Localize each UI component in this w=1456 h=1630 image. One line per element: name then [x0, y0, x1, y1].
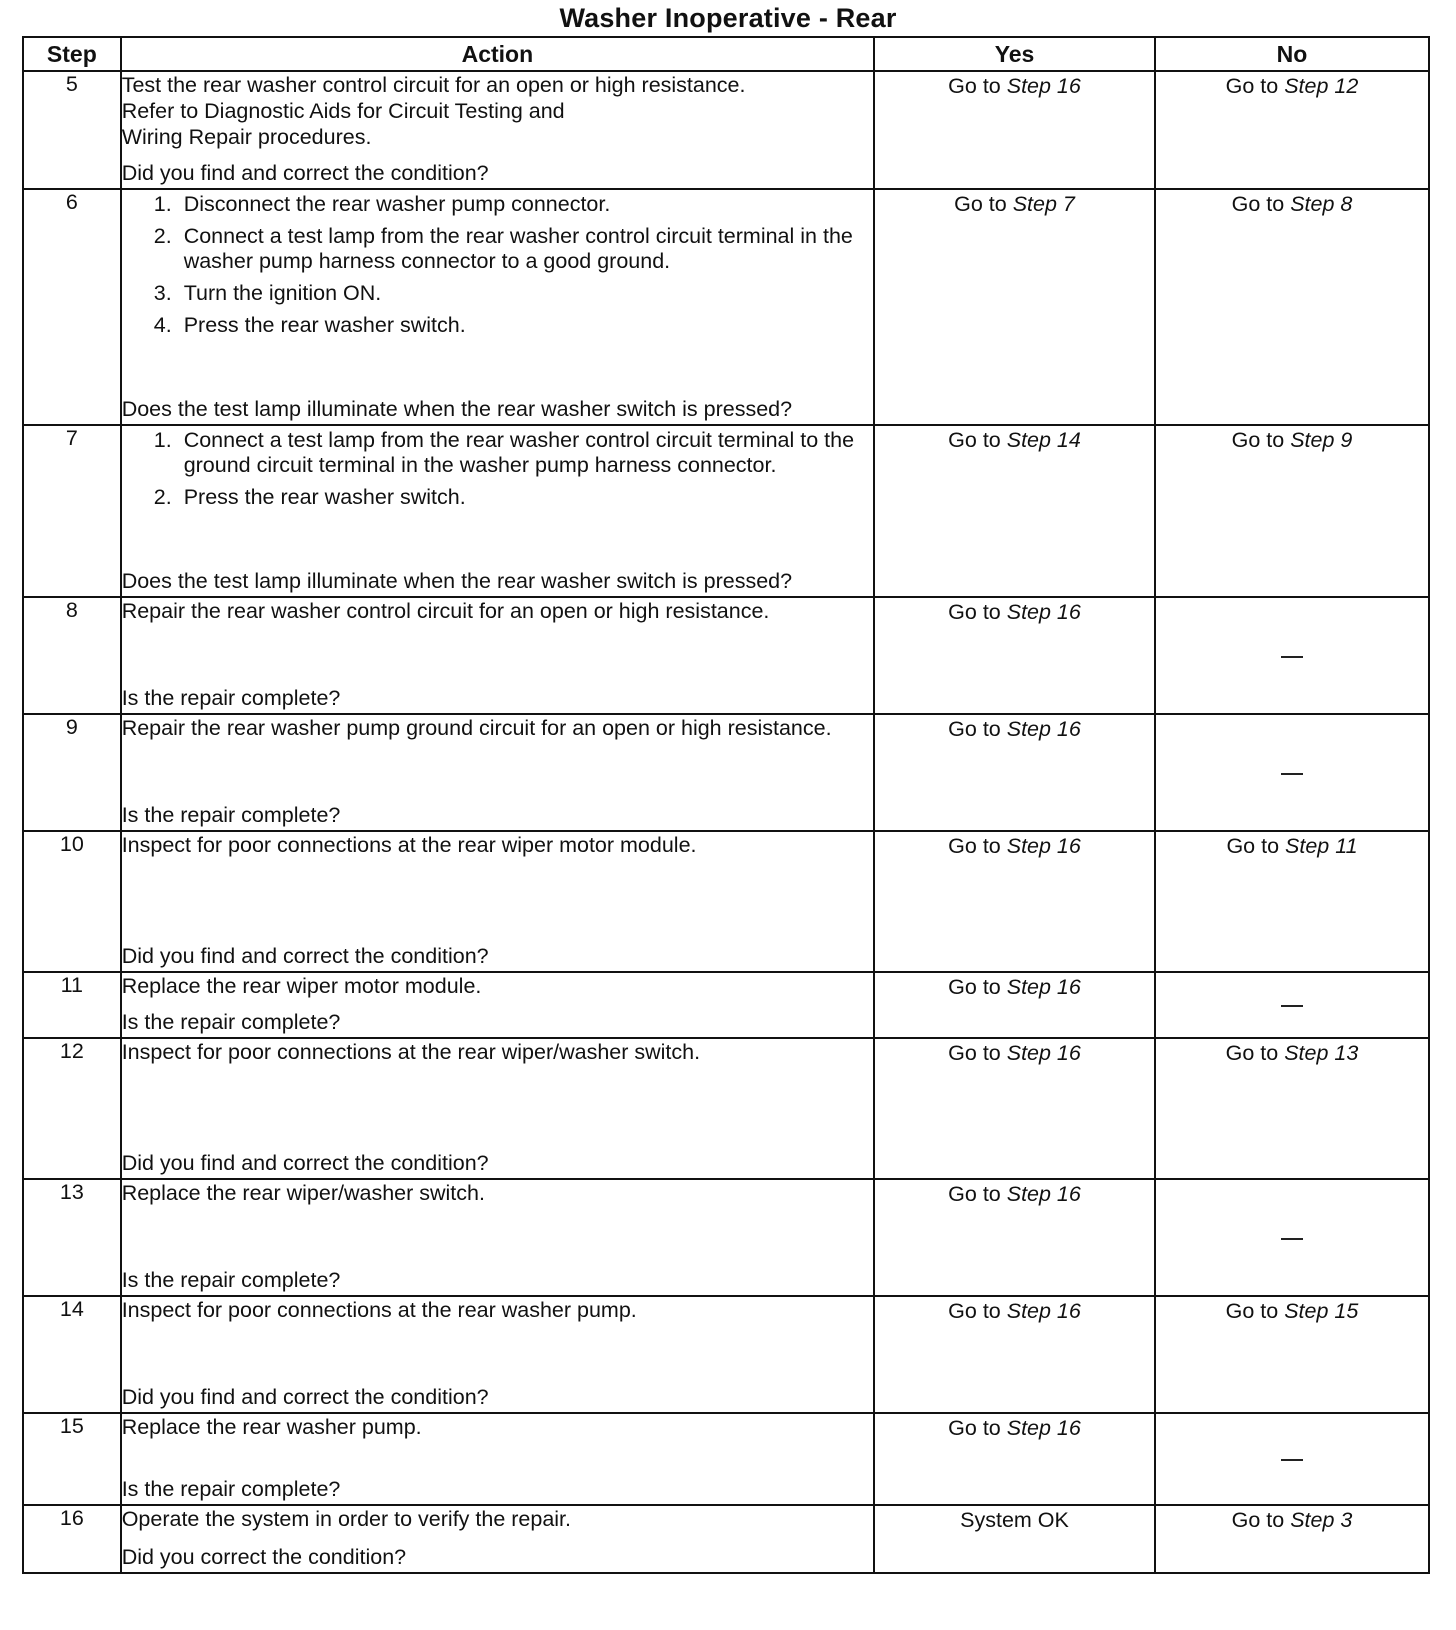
action-content: [122, 973, 873, 1037]
step-number-text: 13: [59, 1180, 84, 1204]
action-question: Did you correct the condition?: [121, 1545, 407, 1569]
step-number: [23, 1296, 121, 1413]
action-cell: [121, 189, 874, 425]
step-number-text: 16: [59, 1506, 84, 1530]
action-cell: [121, 972, 874, 1038]
goto-step-link[interactable]: Step 16: [1006, 975, 1081, 999]
result-cell: [1155, 425, 1429, 597]
step-number-text: 14: [59, 1297, 84, 1321]
goto-step-link[interactable]: Step 16: [1006, 600, 1081, 624]
goto-prefix: Go to: [1231, 428, 1291, 452]
no-result-dash: [1281, 1459, 1303, 1461]
step-number-text: 6: [65, 190, 78, 214]
action-body: [122, 1180, 873, 1206]
goto-prefix: Go to: [948, 975, 1007, 999]
action-content: [122, 1039, 873, 1178]
goto-prefix: Go to: [1225, 1299, 1285, 1323]
goto-step-link[interactable]: Step 13: [1284, 1041, 1359, 1065]
result-cell: [1155, 1505, 1429, 1573]
action-content: [122, 1414, 873, 1504]
action-body: [122, 426, 873, 517]
table-row: [23, 1505, 1429, 1573]
goto-prefix: Go to: [948, 1041, 1007, 1065]
action-question: Is the repair complete?: [121, 803, 341, 827]
substep-item: 3. Turn the ignition ON.: [178, 281, 873, 306]
goto-prefix: Go to: [954, 192, 1013, 216]
result-cell: [874, 425, 1155, 597]
goto-step-link[interactable]: Step 11: [1285, 834, 1358, 858]
action-text: Repair the rear washer control circuit for an open or high resistance.: [121, 599, 770, 623]
action-content: [122, 72, 873, 188]
action-body: [122, 1506, 873, 1532]
goto-step-link[interactable]: Step 16: [1006, 74, 1081, 98]
action-cell: [121, 1505, 874, 1573]
header-step: Step: [23, 37, 121, 71]
action-cell: [121, 1038, 874, 1179]
goto-prefix: Go to: [1225, 74, 1285, 98]
no-result-dash: [1281, 773, 1303, 775]
substep-item: 1. Disconnect the rear washer pump connector.: [178, 192, 873, 217]
action-content: [122, 832, 873, 971]
action-question: Is the repair complete?: [121, 1268, 341, 1292]
action-question: Is the repair complete?: [121, 686, 341, 710]
table-row: [23, 1413, 1429, 1505]
action-question: Did you find and correct the condition?: [121, 161, 489, 185]
goto-step-link[interactable]: Step 16: [1006, 717, 1081, 741]
no-result-dash: [1281, 1238, 1303, 1240]
action-cell: [121, 714, 874, 831]
step-number-text: 12: [59, 1039, 84, 1063]
step-number: [23, 189, 121, 425]
goto-prefix: Go to: [1226, 834, 1286, 858]
goto-step-link[interactable]: Step 12: [1284, 74, 1359, 98]
action-text: Test the rear washer control circuit for an open or high resistance.: [121, 73, 746, 97]
action-body: [122, 72, 873, 150]
action-body: [122, 598, 873, 624]
step-number: [23, 831, 121, 972]
action-text: Wiring Repair procedures.: [121, 125, 372, 149]
table-row: [23, 831, 1429, 972]
action-question: Did you find and correct the condition?: [121, 1151, 489, 1175]
goto-step-link[interactable]: Step 15: [1284, 1299, 1359, 1323]
action-question: Is the repair complete?: [121, 1477, 341, 1501]
action-text: Replace the rear wiper/washer switch.: [121, 1181, 485, 1205]
goto-prefix: Go to: [1225, 1041, 1285, 1065]
result-text: System OK: [960, 1508, 1069, 1532]
step-number-text: 11: [60, 973, 83, 997]
substep-item: 4. Press the rear washer switch.: [178, 313, 873, 338]
step-number: [23, 1413, 121, 1505]
table-row: [23, 1296, 1429, 1413]
table-row: [23, 189, 1429, 425]
no-result-dash: [1281, 656, 1303, 658]
table-row: [23, 1179, 1429, 1296]
goto-prefix: Go to: [1231, 192, 1291, 216]
action-text: Operate the system in order to verify the repair.: [121, 1507, 572, 1531]
result-cell: [874, 71, 1155, 189]
step-number-text: 7: [65, 426, 78, 450]
action-body: [122, 1414, 873, 1440]
action-text: Inspect for poor connections at the rear wiper/washer switch.: [121, 1040, 701, 1064]
action-cell: [121, 597, 874, 714]
goto-step-link[interactable]: Step 8: [1290, 192, 1353, 216]
goto-prefix: Go to: [948, 1182, 1007, 1206]
result-cell: [1155, 71, 1429, 189]
substep-list: [122, 428, 873, 510]
goto-prefix: Go to: [948, 717, 1007, 741]
goto-step-link[interactable]: Step 3: [1290, 1508, 1353, 1532]
step-number: [23, 972, 121, 1038]
goto-prefix: Go to: [948, 74, 1007, 98]
table-row: [23, 1038, 1429, 1179]
action-question: Did you find and correct the condition?: [121, 1385, 489, 1409]
action-body: [122, 715, 873, 741]
diagnostic-table: [22, 36, 1430, 1574]
result-cell: [874, 189, 1155, 425]
action-content: [122, 598, 873, 713]
substep-list: [122, 192, 873, 338]
result-cell: [874, 1413, 1155, 1505]
header-action: Action: [121, 37, 874, 71]
action-question: Does the test lamp illuminate when the rear washer switch is pressed?: [121, 569, 793, 593]
result-cell: [874, 831, 1155, 972]
result-cell: [1155, 714, 1429, 831]
action-text: Replace the rear washer pump.: [121, 1415, 422, 1439]
step-number: [23, 714, 121, 831]
step-number-text: 5: [65, 72, 78, 96]
goto-prefix: Go to: [948, 1416, 1007, 1440]
result-cell: [874, 1179, 1155, 1296]
action-text: Repair the rear washer pump ground circuit for an open or high resistance.: [121, 716, 832, 740]
action-text: Inspect for poor connections at the rear wiper motor module.: [121, 833, 697, 857]
no-result-dash: [1281, 1005, 1303, 1007]
table-body: [23, 71, 1429, 1573]
substep-item: 2. Connect a test lamp from the rear washer control circuit terminal in the washer pump harness connector to a good ground.: [178, 224, 873, 274]
table-row: [23, 972, 1429, 1038]
goto-prefix: Go to: [948, 834, 1007, 858]
goto-prefix: Go to: [948, 1299, 1007, 1323]
action-content: [122, 1180, 873, 1295]
action-content: [122, 190, 873, 424]
goto-step-link[interactable]: Step 16: [1006, 1299, 1081, 1323]
result-cell: [874, 1505, 1155, 1573]
table-row: [23, 597, 1429, 714]
step-number: [23, 1179, 121, 1296]
result-cell: [1155, 597, 1429, 714]
action-cell: [121, 1413, 874, 1505]
action-content: [122, 1297, 873, 1412]
goto-prefix: Go to: [948, 600, 1007, 624]
goto-step-link[interactable]: Step 14: [1006, 428, 1081, 452]
goto-prefix: Go to: [1231, 1508, 1291, 1532]
action-body: [122, 190, 873, 345]
action-text: Refer to Diagnostic Aids for Circuit Testing and: [121, 99, 565, 123]
result-cell: [874, 714, 1155, 831]
result-cell: [1155, 1296, 1429, 1413]
result-cell: [1155, 1038, 1429, 1179]
step-number-text: 8: [65, 598, 78, 622]
result-cell: [1155, 831, 1429, 972]
result-cell: [874, 597, 1155, 714]
result-cell: [1155, 1179, 1429, 1296]
result-cell: [874, 1296, 1155, 1413]
action-question: Does the test lamp illuminate when the rear washer switch is pressed?: [121, 397, 793, 421]
goto-step-link[interactable]: Step 16: [1006, 1182, 1081, 1206]
table-header-row: [23, 37, 1429, 71]
goto-step-link[interactable]: Step 16: [1006, 1041, 1081, 1065]
action-body: [122, 1039, 873, 1065]
result-cell: [1155, 189, 1429, 425]
action-cell: [121, 1296, 874, 1413]
action-body: [122, 832, 873, 858]
result-cell: [1155, 972, 1429, 1038]
action-question: Did you find and correct the condition?: [121, 944, 489, 968]
action-body: [122, 1297, 873, 1323]
result-cell: [874, 1038, 1155, 1179]
action-content: [122, 715, 873, 830]
action-text: Replace the rear wiper motor module.: [121, 974, 482, 998]
goto-step-link[interactable]: Step 7: [1012, 192, 1075, 216]
result-cell: [874, 972, 1155, 1038]
step-number: [23, 1038, 121, 1179]
header-yes: Yes: [874, 37, 1155, 71]
result-cell: [1155, 1413, 1429, 1505]
action-body: [122, 973, 873, 999]
action-cell: [121, 831, 874, 972]
table-row: [23, 425, 1429, 597]
page-title: Washer Inoperative - Rear: [559, 3, 897, 33]
substep-item: 1. Connect a test lamp from the rear washer control circuit terminal to the ground circuit terminal in the washer pump harness connector.: [178, 428, 873, 478]
action-question: Is the repair complete?: [121, 1010, 341, 1034]
step-number-text: 10: [59, 832, 84, 856]
action-content: [122, 1506, 873, 1572]
step-number-text: 9: [65, 715, 78, 739]
step-number: [23, 425, 121, 597]
action-cell: [121, 71, 874, 189]
table-row: [23, 714, 1429, 831]
action-cell: [121, 425, 874, 597]
substep-item: 2. Press the rear washer switch.: [178, 485, 873, 510]
step-number: [23, 597, 121, 714]
goto-step-link[interactable]: Step 16: [1006, 1416, 1081, 1440]
goto-step-link[interactable]: Step 9: [1290, 428, 1353, 452]
action-content: [122, 426, 873, 596]
step-number-text: 15: [59, 1414, 84, 1438]
header-no: No: [1155, 37, 1429, 71]
goto-prefix: Go to: [948, 428, 1007, 452]
action-cell: [121, 1179, 874, 1296]
step-number: [23, 1505, 121, 1573]
table-row: [23, 71, 1429, 189]
action-text: Inspect for poor connections at the rear washer pump.: [121, 1298, 637, 1322]
goto-step-link[interactable]: Step 16: [1006, 834, 1081, 858]
step-number: [23, 71, 121, 189]
